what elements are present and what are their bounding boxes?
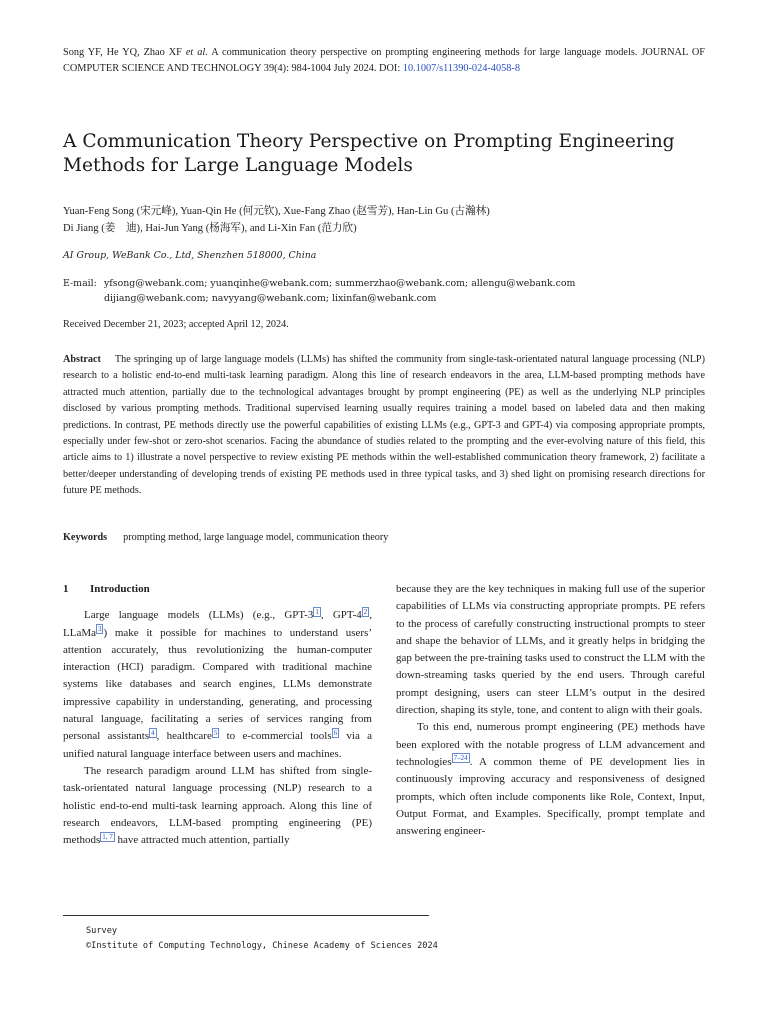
- intro-paragraph-1: [63, 607, 372, 763]
- intro-paragraph-3: [396, 719, 705, 840]
- reference-link[interactable]: 2: [363, 607, 368, 616]
- paper-title: [63, 130, 713, 178]
- text-span: ) make it possible for machines to understand users’ attention accurately, thus revolutionizing the human-computer interaction (HCI) paradigm. Compared with traditional machine systems like databases and search engines, LLMs demonstrate impressive capability in understanding, generating, and processing natural language, facilitating a series of services ranging from personal assistants: [63, 626, 372, 743]
- text-span: , LLaMa: [63, 609, 373, 639]
- keywords-heading: Keywords: [63, 532, 108, 543]
- keywords: [63, 532, 388, 543]
- footnote-divider: [63, 915, 429, 916]
- authors-line-1: Yuan-Feng Song (宋元峰), Yuan-Qin He (何元钦), Xue-Fang Zhao (赵雪芳), Han-Lin Gu (古瀚林): [63, 206, 490, 217]
- text-span: , GPT-4: [320, 609, 362, 622]
- reference-link[interactable]: 4: [151, 728, 155, 737]
- keywords-text: prompting method, large language model, communication theory: [123, 532, 389, 543]
- text-span: The research paradigm around LLM has shifted from single-task-orientated natural language processing (NLP) research to a holistic end-to-end multi-task learning approach. Along this line of research endeavors, LLM-based prompting engineering (PE) methods: [63, 764, 372, 847]
- section-heading: [63, 581, 372, 598]
- reference-link[interactable]: 1, 7: [102, 832, 113, 841]
- title-line-1: A Communication Theory Perspective on Prompting Engineering: [63, 131, 675, 152]
- citation-etal: et al.: [185, 47, 208, 58]
- text-span: . A common theme of PE development lies in continuously improving accuracy and responsiveness of designed prompts, which often include components like Role, Context, Input, Output Format, and Examples. Specifically, prompt template and answering engineer-: [396, 755, 705, 838]
- abstract-text: The springing up of large language models (LLMs) has shifted the community from single-task-orientated natural language processing (NLP) research to a holistic end-to-end multi-task learning paradigm. Along this line of research endeavors in the area, LLM-based prompting methods have attracted much attention, partially due to the technological advantages brought by prompt engineering (PE) as well as the underlying NLP principles disclosed by various prompting methods. Traditional supervised learning usually requires training a model based on labeled data and then making predictions. In contrast, PE methods directly use the powerful capabilities of existing LLMs (e.g., GPT-3 and GPT-4) via composing appropriate prompts, especially under few-shot or zero-shot scenarios. Facing the abundance of studies related to the prompting and the ever-evolving nature of this field, this article aims to 1) illustrate a novel perspective to review existing PE methods within the well-established communication theory framework, 2) facilitate a better/deeper understanding of developing trends of existing PE methods used in three typical tasks, and 3) shed light on promising research directions for future PE methods.: [63, 354, 705, 497]
- email-list-1: yfsong@webank.com; yuanqinhe@webank.com; summerzhao@webank.com; allengu@webank.com: [104, 278, 576, 289]
- footnote: [86, 924, 438, 954]
- reference-link[interactable]: 3: [97, 624, 102, 633]
- footnote-type: Survey: [86, 926, 118, 936]
- citation-text: A communication theory perspective on prompting engineering methods for large language models. JOURNAL OF COMPUTER SCIENCE AND TECHNOLOGY 39(4): 984-1004 July 2024. DOI:: [63, 47, 705, 74]
- reference-link[interactable]: 6: [333, 728, 338, 737]
- section-number: 1: [63, 583, 69, 595]
- text-span: Large language models (LLMs) (e.g., GPT-3: [84, 609, 314, 622]
- reference-link[interactable]: 5: [213, 728, 218, 737]
- email-block: [63, 277, 713, 306]
- text-span: via a unified natural language interface between users and machines.: [63, 730, 372, 760]
- intro-paragraph-2-cont: because they are the key techniques in making full use of the superior capabilities of LLMs via constructing appropriate prompts. PE refers to the process of carefully constructing instructional prompts to steer and shape the behavior of LLMs, and it greatly helps in bridging the gap between the pre-training tasks used to construct the LLM with the down-streaming tasks queried by the end users. Through careful prompt designing, users can steer LLM’s output in the desired direction, shaping its style, tone, and content to align with their goals.: [396, 583, 705, 717]
- intro-paragraph-2: [63, 763, 372, 849]
- text-span: have attracted much attention, partially: [114, 834, 290, 847]
- authors-line-2: Di Jiang (姜 迪), Hai-Jun Yang (杨海军), and Li-Xin Fan (范力欣): [63, 223, 357, 234]
- affiliation: AI Group, WeBank Co., Ltd, Shenzhen 518000, China: [63, 250, 317, 261]
- email-label: E-mail:: [63, 278, 97, 289]
- abstract-heading: Abstract: [63, 354, 101, 365]
- text-span: To this end, numerous prompt engineering (PE) methods have been explored with the notable progress of LLM advancement and technologies: [396, 721, 705, 768]
- reference-link[interactable]: 7–24: [453, 754, 468, 763]
- received-dates: Received December 21, 2023; accepted April 12, 2024.: [63, 319, 289, 330]
- email-list-2: dijiang@webank.com; navyyang@webank.com; lixinfan@webank.com: [104, 292, 437, 304]
- footnote-copyright: ©Institute of Computing Technology, Chinese Academy of Sciences 2024: [86, 941, 438, 951]
- citation-authors: Song YF, He YQ, Zhao XF: [63, 47, 186, 58]
- doi-link[interactable]: 10.1007/s11390-024-4058-8: [402, 63, 520, 74]
- text-span: to e-commercial tools: [219, 730, 332, 743]
- text-span: , healthcare: [156, 730, 212, 743]
- citation-header: [63, 45, 705, 77]
- left-column: [63, 581, 372, 849]
- title-line-2: Methods for Large Language Models: [63, 155, 413, 176]
- section-title: Introduction: [90, 583, 150, 595]
- abstract: [63, 352, 705, 500]
- right-column: [396, 581, 705, 840]
- author-list: [63, 203, 713, 237]
- reference-link[interactable]: 1: [315, 607, 319, 616]
